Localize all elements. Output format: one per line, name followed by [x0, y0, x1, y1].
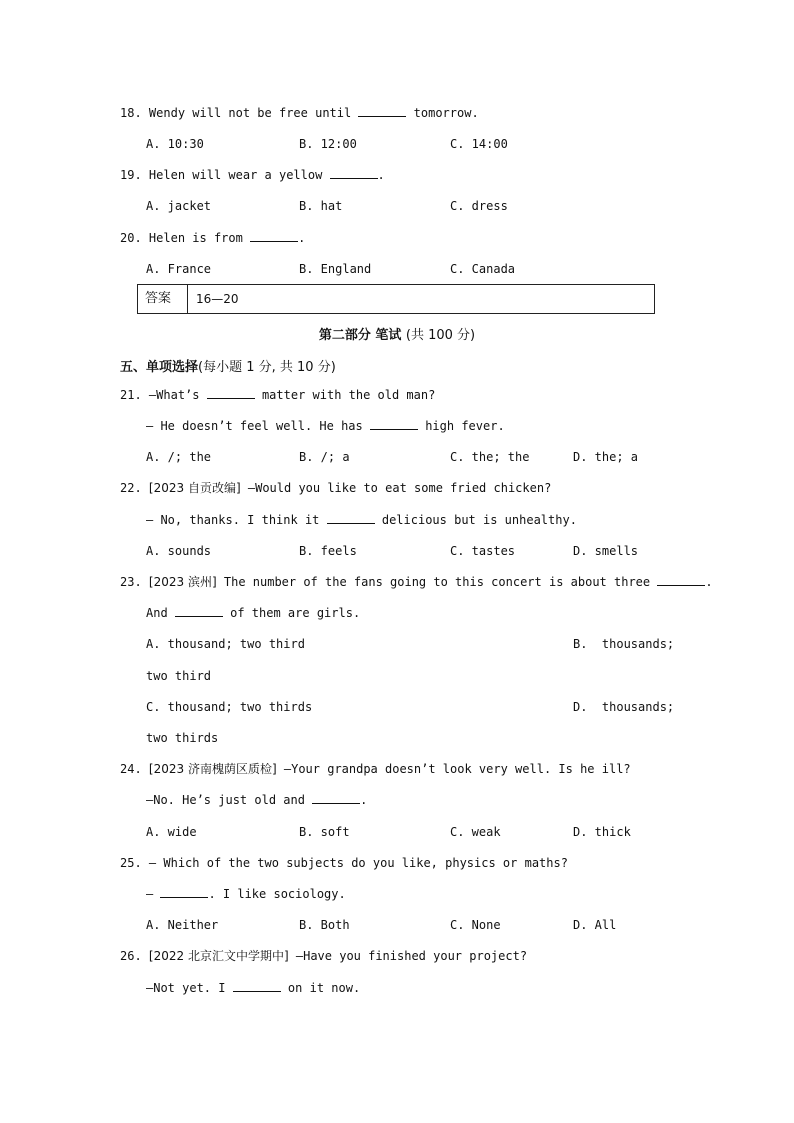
answer-blank — [207, 388, 255, 399]
question-text: —Not yet. I — [146, 981, 233, 995]
part-note: (每小题 1 分, 共 10 分) — [198, 360, 336, 375]
question-21 — [120, 388, 435, 402]
question-source: [2023 滨州] — [148, 575, 217, 589]
question-text: —No. He’s just old and — [146, 793, 313, 807]
question-text: —Have you finished your project? — [288, 949, 528, 963]
option-c: C. tastes — [450, 544, 516, 558]
section-title — [0, 324, 794, 343]
question-source: [2023 自贡改编] — [148, 481, 241, 495]
question-text: delicious but is unhealthy. — [374, 513, 577, 527]
option-c: C. dress — [450, 199, 508, 213]
option-b: B. 12:00 — [299, 137, 357, 151]
question-21-response — [146, 419, 505, 433]
question-text: high fever. — [417, 419, 505, 433]
part-title: 五、单项选择 — [120, 360, 199, 375]
question-22 — [120, 481, 551, 495]
question-text: tomorrow. — [406, 106, 479, 120]
option-b: B. England — [299, 262, 372, 276]
option-a: A. /; the — [146, 450, 212, 464]
question-text: on it now. — [280, 981, 361, 995]
question-text: . — [298, 231, 306, 245]
option-a: A. thousand; two third — [146, 637, 305, 651]
question-number: 26. — [120, 949, 142, 963]
section-score: (共 100 分) — [405, 328, 476, 343]
option-c: C. None — [450, 918, 501, 932]
question-text: . — [360, 793, 368, 807]
part-heading — [120, 356, 336, 375]
question-number: 18. — [120, 106, 142, 120]
question-text: Wendy will not be free until — [148, 106, 359, 120]
question-text: And — [146, 606, 175, 620]
question-26-response — [146, 981, 360, 995]
answer-label: 答案 — [138, 285, 188, 313]
option-a: A. wide — [146, 825, 197, 839]
question-25-response — [146, 887, 346, 901]
question-text: —Would you like to eat some fried chicken? — [240, 481, 552, 495]
answer-blank — [175, 606, 223, 617]
option-c: C. 14:00 — [450, 137, 508, 151]
option-a: A. sounds — [146, 544, 212, 558]
option-b: B. soft — [299, 825, 350, 839]
question-23-continued — [146, 606, 360, 620]
option-a: A. 10:30 — [146, 137, 204, 151]
option-d: D. thousands; — [573, 700, 675, 714]
answer-blank — [250, 231, 298, 242]
answer-blank — [160, 887, 208, 898]
option-b-continued: two third — [146, 669, 212, 683]
question-text: Helen is from — [148, 231, 251, 245]
question-number: 20. — [120, 231, 142, 245]
answer-blank — [327, 513, 375, 524]
section-title-text: 第二部分 笔试 — [318, 328, 402, 343]
option-b: B. hat — [299, 199, 343, 213]
question-19 — [120, 168, 385, 182]
question-number: 23. — [120, 575, 142, 589]
question-number: 25. — [120, 856, 142, 870]
question-number: 24. — [120, 762, 142, 776]
option-a: A. Neither — [146, 918, 219, 932]
option-d: D. All — [573, 918, 617, 932]
question-number: 19. — [120, 168, 142, 182]
question-23 — [120, 575, 713, 589]
question-text: Helen will wear a yellow — [148, 168, 330, 182]
question-text: . — [377, 168, 385, 182]
question-number: 21. — [120, 388, 142, 402]
question-text: — No, thanks. I think it — [146, 513, 327, 527]
option-b: B. feels — [299, 544, 357, 558]
option-a: A. France — [146, 262, 212, 276]
question-25 — [120, 856, 568, 870]
question-24-response — [146, 793, 367, 807]
option-c: C. the; the — [450, 450, 530, 464]
option-d-continued: two thirds — [146, 731, 219, 745]
question-text: — Which of the two subjects do you like, physics or maths? — [148, 856, 568, 870]
option-d: D. the; a — [573, 450, 639, 464]
question-text: — — [146, 887, 161, 901]
option-a: A. jacket — [146, 199, 212, 213]
question-24 — [120, 762, 631, 776]
question-text: of them are girls. — [222, 606, 361, 620]
question-18 — [120, 106, 479, 120]
answer-range: 16—20 — [196, 292, 239, 306]
question-20 — [120, 231, 305, 245]
option-c: C. thousand; two thirds — [146, 700, 313, 714]
answer-blank — [312, 793, 360, 804]
answer-blank — [358, 106, 406, 117]
question-26 — [120, 949, 527, 963]
question-source: [2022 北京汇文中学期中] — [148, 949, 289, 963]
question-text: . I like sociology. — [208, 887, 346, 901]
question-22-response — [146, 513, 577, 527]
option-d: D. smells — [573, 544, 639, 558]
question-text: The number of the fans going to this concert is about three — [216, 575, 658, 589]
option-b: B. /; a — [299, 450, 350, 464]
question-text: — He doesn’t feel well. He has — [146, 419, 370, 433]
question-text: . — [705, 575, 713, 589]
question-text: —Your grandpa doesn’t look very well. Is he ill? — [276, 762, 631, 776]
answer-box — [137, 284, 655, 314]
option-c: C. weak — [450, 825, 501, 839]
question-source: [2023 济南槐荫区质检] — [148, 762, 277, 776]
option-b: B. thousands; — [573, 637, 675, 651]
answer-blank — [330, 168, 378, 179]
question-number: 22. — [120, 481, 142, 495]
question-text: —What’s — [148, 388, 207, 402]
answer-blank — [370, 419, 418, 430]
answer-blank — [657, 575, 705, 586]
option-b: B. Both — [299, 918, 350, 932]
answer-blank — [233, 981, 281, 992]
question-text: matter with the old man? — [254, 388, 436, 402]
option-c: C. Canada — [450, 262, 516, 276]
option-d: D. thick — [573, 825, 631, 839]
